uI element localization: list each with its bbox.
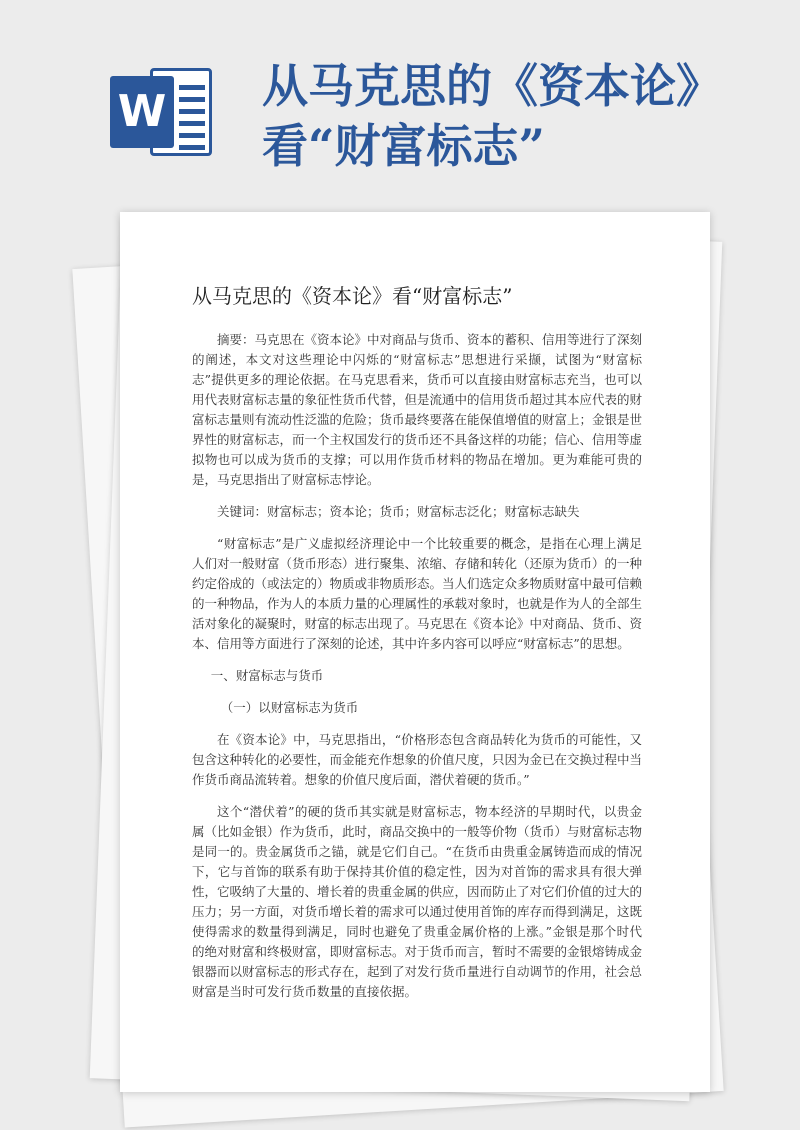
word-logo-letter: W <box>110 76 174 148</box>
page-title-line-2: 看“财富标志” <box>262 119 545 173</box>
body-paragraph: 这个“潜伏着”的硬的货币其实就是财富标志，物本经济的早期时代，以贵金属（比如金银）作为货币，此时，商品交换中的一般等价物（货币）与财富标志物是同一的。贵金属货币之锚，就是它们自己。“在货币由贵重金属铸造而成的情况下，它与首饰的联系有助于保持其价值的稳定性，因为对首饰的需求具有很大弹性，它吸纳了大量的、增长着的贵重金属的供应，因而防止了对它们价值的过大的压力；另一方面，对货币增长着的需求可以通过使用首饰的库存而得到满足，这既使得需求的数量得到满足，同时也避免了贵重金属价格的上涨。”金银是那个时代的绝对财富和终极财富，即财富标志。对于货币而言，暂时不需要的金银熔铸成金银器而以财富标志的形式存在，起到了对发行货币量进行自动调节的作用，社会总财富是当时可发行货币数量的直接依据。 <box>192 804 643 999</box>
document-title: 从马克思的《资本论》看“财富标志” <box>192 284 513 308</box>
abstract-paragraph: 摘要：马克思在《资本论》中对商品与货币、资本的蓄积、信用等进行了深刻的阐述，本文对这些理论中闪烁的“财富标志”思想进行采撷，试图为“财富标志”提供更多的理论依据。在马克思看来，货币可以直接由财富标志充当，也可以用代表财富标志量的象征性货币代替，但是流通中的信用货币超过其本应代表的财富标志量则有流动性泛滥的危险；货币最终要落在能保值增值的财富上；金银是世界性的财富标志，而一个主权国发行的货币还不具备这样的功能；信心、信用等虚拟物也可以成为货币的支撑；可以用作货币材料的物品在增加。更为难能可贵的是，马克思指出了财富标志悖论。 <box>192 332 643 487</box>
body-paragraph: 在《资本论》中，马克思指出，“价格形态包含商品转化为货币的可能性，又包含这种转化的必要性，而金能充作想象的价值尺度，只因为金已在交换过程中当作货币商品流转着。想象的价值尺度后面，潜伏着硬的货币。” <box>192 732 643 787</box>
intro-paragraph: “财富标志”是广义虚拟经济理论中一个比较重要的概念，是指在心理上满足人们对一般财富（货币形态）进行聚集、浓缩、存储和转化（还原为货币）的一种约定俗成的（或法定的）物质或非物质形态。当人们选定众多物质财富中最可信赖的一种物品，作为人的本质力量的心理属性的承载对象时，也就是作为人的全部生活对象化的凝聚时，财富的标志出现了。马克思在《资本论》中对商品、货币、资本、信用等方面进行了深刻的论述，其中许多内容可以呼应“财富标志”的思想。 <box>192 536 643 651</box>
document-body <box>192 330 642 1014</box>
word-document-icon <box>110 62 216 162</box>
page-title <box>262 56 782 176</box>
subsection-heading: （一）以财富标志为货币 <box>220 700 359 715</box>
document-page <box>120 212 710 1092</box>
keywords-paragraph: 关键词：财富标志；资本论；货币；财富标志泛化；财富标志缺失 <box>217 504 580 519</box>
page-title-line-1: 从马克思的《资本论》 <box>262 59 722 113</box>
section-heading: 一、财富标志与货币 <box>210 668 324 683</box>
page-header <box>0 0 800 210</box>
